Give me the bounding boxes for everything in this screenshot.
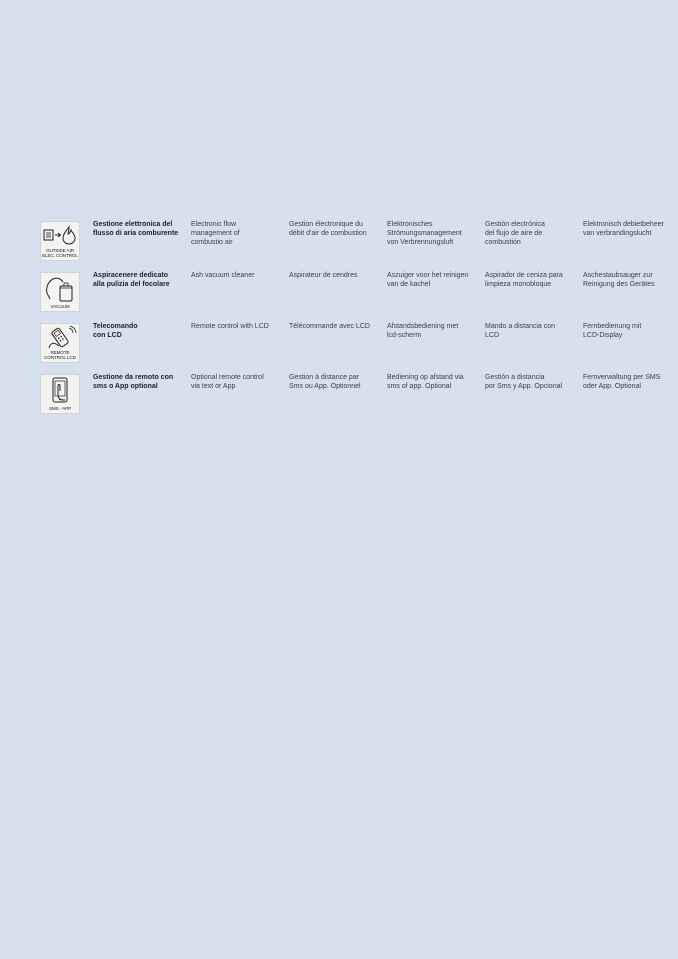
- feature-label-de: Elektronisch debietbeheer van verbrandingslucht: [583, 221, 664, 237]
- feature-label-en: Remote control with LCD: [191, 323, 269, 330]
- feature-label-fr: Gestion à distance par Sms ou App. Optionnel: [289, 374, 361, 390]
- feature-row: [40, 220, 664, 271]
- feature-label-es: Gestión electrónica del flujo de aire de combustión: [485, 221, 545, 246]
- outside-air-flow-icon: [40, 221, 80, 261]
- feature-label-de: Fernverwaltung per SMS oder App. Optional: [583, 374, 661, 390]
- feature-label-de: Aschestaubsauger zur Reinigung des Gerätes: [583, 272, 655, 288]
- feature-label-es: Mando a distancia con LCD: [485, 323, 556, 339]
- icon-caption: VACUUM: [50, 304, 70, 310]
- feature-label-fr: Télécommande avec LCD: [289, 323, 370, 330]
- feature-label-nl: Afstandsbediening met lcd-scherm: [387, 323, 459, 339]
- feature-label-es: Aspirador de ceniza para limpieza monobloque: [485, 272, 563, 288]
- feature-label-en: Ash vacuum cleaner: [191, 272, 255, 279]
- sms-app-icon: [40, 374, 80, 414]
- feature-label-it: Gestione elettronica del flusso di aria comburente: [93, 221, 179, 237]
- feature-row: [40, 373, 661, 424]
- icon-caption: REMOTE CONTROL LCD: [44, 350, 76, 361]
- feature-label-nl: Bediening op afstand via sms of app. Optional: [387, 374, 464, 390]
- feature-row: [40, 271, 655, 322]
- feature-label-de: Fernbedienung mit LCD-Display: [583, 323, 642, 339]
- vacuum-icon: [40, 272, 80, 312]
- feature-label-en: Optional remote control via text or App: [191, 374, 264, 390]
- feature-row: [40, 322, 640, 373]
- feature-label-nl: Elektronisches Strömungsmanagement von Verbrennungsluft: [387, 221, 462, 246]
- feature-label-it: Aspiracenere dedicato alla pulizia del focolare: [93, 272, 170, 288]
- remote-control-icon: [40, 323, 80, 363]
- icon-caption: SMS - APP: [48, 406, 72, 412]
- icon-caption: OUTSIDE AIR ELEC. CONTROL: [42, 248, 78, 259]
- feature-label-en: Electronic flow management of combustio air: [191, 221, 240, 246]
- feature-table: [40, 220, 664, 424]
- feature-label-fr: Gestion électronique du débit d'air de combustion: [289, 221, 367, 237]
- feature-label-nl: Aszuiger voor het reinigen van de kachel: [387, 272, 469, 288]
- feature-label-it: Gestione da remoto con sms o App optional: [93, 374, 174, 390]
- feature-label-fr: Aspirateur de cendres: [289, 272, 358, 279]
- feature-label-it: Telecomando con LCD: [93, 323, 138, 339]
- feature-label-es: Gestión a distancia por Sms y App. Opcional: [485, 374, 563, 390]
